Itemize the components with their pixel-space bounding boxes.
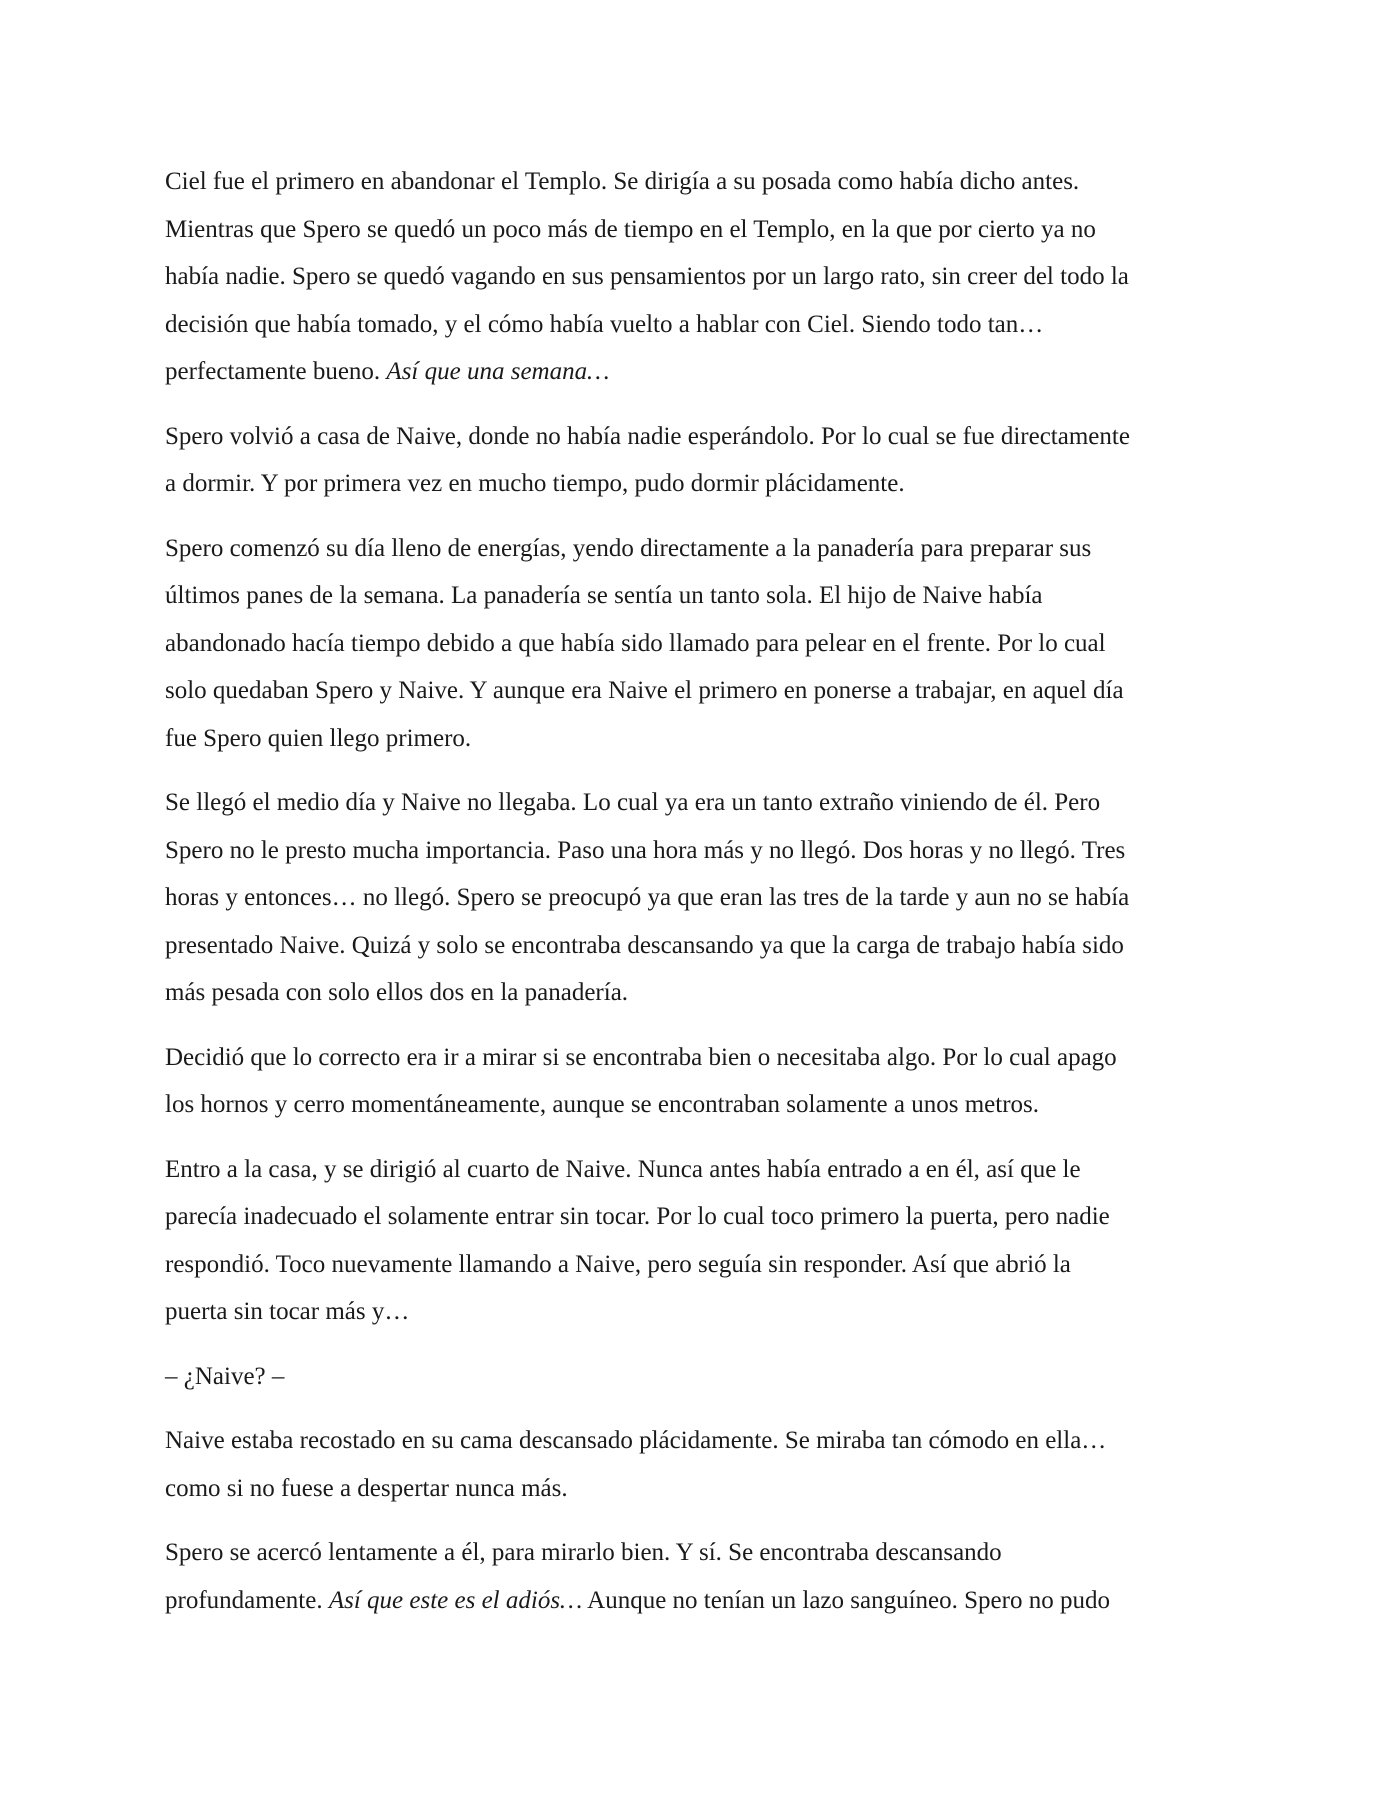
text-line	[165, 1465, 1245, 1513]
text-line	[165, 206, 1245, 254]
text-run: decisión que había tomado, y el cómo había vuelto a hablar con Ciel. Siendo todo tan…	[165, 310, 1044, 338]
text-line	[165, 158, 1245, 206]
text-run: horas y entonces… no llegó. Spero se preocupó ya que eran las tres de la tarde y aun no se había	[165, 884, 1130, 911]
text-run: Spero no le presto mucha importancia. Paso una hora más y no llegó. Dos horas y no llegó. Tres	[165, 836, 1126, 864]
text-line	[165, 301, 1245, 349]
dialogue-line	[165, 1353, 1245, 1401]
text-run: más pesada con solo ellos dos en la panadería.	[165, 979, 629, 1006]
text-line	[165, 413, 1245, 461]
text-line	[165, 1529, 1245, 1577]
paragraph-9	[165, 1529, 1245, 1624]
text-run: respondió. Toco nuevamente llamando a Naive, pero seguía sin responder. Así que abrió la	[165, 1250, 1071, 1278]
text-run: Aunque no tenían un lazo sanguíneo. Spero no pudo	[582, 1586, 1110, 1614]
paragraph-5	[165, 1034, 1245, 1129]
text-line	[165, 874, 1245, 922]
text-line	[165, 1034, 1245, 1082]
text-run: Ciel fue el primero en abandonar el Templo. Se dirigía a su posada como había dicho antes.	[165, 168, 1080, 195]
text-line	[165, 525, 1245, 573]
paragraph-1	[165, 158, 1245, 396]
text-run: parecía inadecuado el solamente entrar sin tocar. Por lo cual toco primero la puerta, pero nadie	[165, 1203, 1110, 1230]
text-line	[165, 1577, 1245, 1625]
paragraph-2	[165, 413, 1245, 508]
text-line	[165, 253, 1245, 301]
text-line	[165, 460, 1245, 508]
text-run: puerta sin tocar más y…	[165, 1298, 410, 1325]
text-run: Se llegó el medio día y Naive no llegaba. Lo cual ya era un tanto extraño viniendo de él. Pero	[165, 789, 1101, 816]
text-run: Entro a la casa, y se dirigió al cuarto de Naive. Nunca antes había entrado a en él, así que le	[165, 1155, 1081, 1183]
paragraph-3	[165, 525, 1245, 763]
text-line	[165, 922, 1245, 970]
text-line	[165, 715, 1245, 763]
text-line	[165, 1417, 1245, 1465]
text-run: últimos panes de la semana. La panadería se sentía un tanto sola. El hijo de Naive había	[165, 582, 1043, 609]
paragraph-6	[165, 1146, 1245, 1336]
text-line	[165, 827, 1245, 875]
text-run: los hornos y cerro momentáneamente, aunque se encontraban solamente a unos metros.	[165, 1091, 1040, 1118]
text-line	[165, 1241, 1245, 1289]
text-run: presentado Naive. Quizá y solo se encontraba descansando ya que la carga de trabajo había sido	[165, 931, 1124, 959]
text-run: – ¿Naive? –	[165, 1362, 285, 1390]
text-line	[165, 1146, 1245, 1194]
paragraph-8	[165, 1417, 1245, 1512]
text-run: Spero volvió a casa de Naive, donde no había nadie esperándolo. Por lo cual se fue directamente	[165, 422, 1130, 450]
italic-thought: Así que este es el adiós…	[328, 1586, 583, 1614]
text-run: fue Spero quien llego primero.	[165, 724, 472, 752]
text-run: Decidió que lo correcto era ir a mirar si se encontraba bien o necesitaba algo. Por lo cual apago	[165, 1043, 1117, 1071]
text-run: a dormir. Y por primera vez en mucho tiempo, pudo dormir plácidamente.	[165, 470, 905, 497]
text-run: solo quedaban Spero y Naive. Y aunque era Naive el primero en ponerse a trabajar, en aquel día	[165, 677, 1124, 704]
text-line	[165, 1081, 1245, 1129]
italic-thought: Así que una semana…	[386, 358, 610, 385]
text-line	[165, 1288, 1245, 1336]
text-run: Naive estaba recostado en su cama descansado plácidamente. Se miraba tan cómodo en ella…	[165, 1427, 1107, 1454]
text-run: perfectamente bueno.	[165, 358, 387, 385]
text-line	[165, 1353, 1245, 1401]
text-run: Mientras que Spero se quedó un poco más de tiempo en el Templo, en la que por cierto ya no	[165, 215, 1096, 243]
text-line	[165, 620, 1245, 668]
text-line	[165, 1193, 1245, 1241]
text-line	[165, 969, 1245, 1017]
text-run: profundamente.	[165, 1586, 329, 1614]
text-line	[165, 779, 1245, 827]
text-run: había nadie. Spero se quedó vagando en sus pensamientos por un largo rato, sin creer del todo la	[165, 263, 1129, 290]
text-run: abandonado hacía tiempo debido a que había sido llamado para pelear en el frente. Por lo cual	[165, 629, 1106, 657]
text-line	[165, 667, 1245, 715]
text-run: Spero comenzó su día lleno de energías, yendo directamente a la panadería para preparar sus	[165, 534, 1092, 562]
body-text	[165, 158, 1245, 1641]
text-run: Spero se acercó lentamente a él, para mirarlo bien. Y sí. Se encontraba descansando	[165, 1539, 1002, 1566]
text-line	[165, 572, 1245, 620]
paragraph-4	[165, 779, 1245, 1017]
text-line	[165, 348, 1245, 396]
text-run: como si no fuese a despertar nunca más.	[165, 1474, 568, 1502]
